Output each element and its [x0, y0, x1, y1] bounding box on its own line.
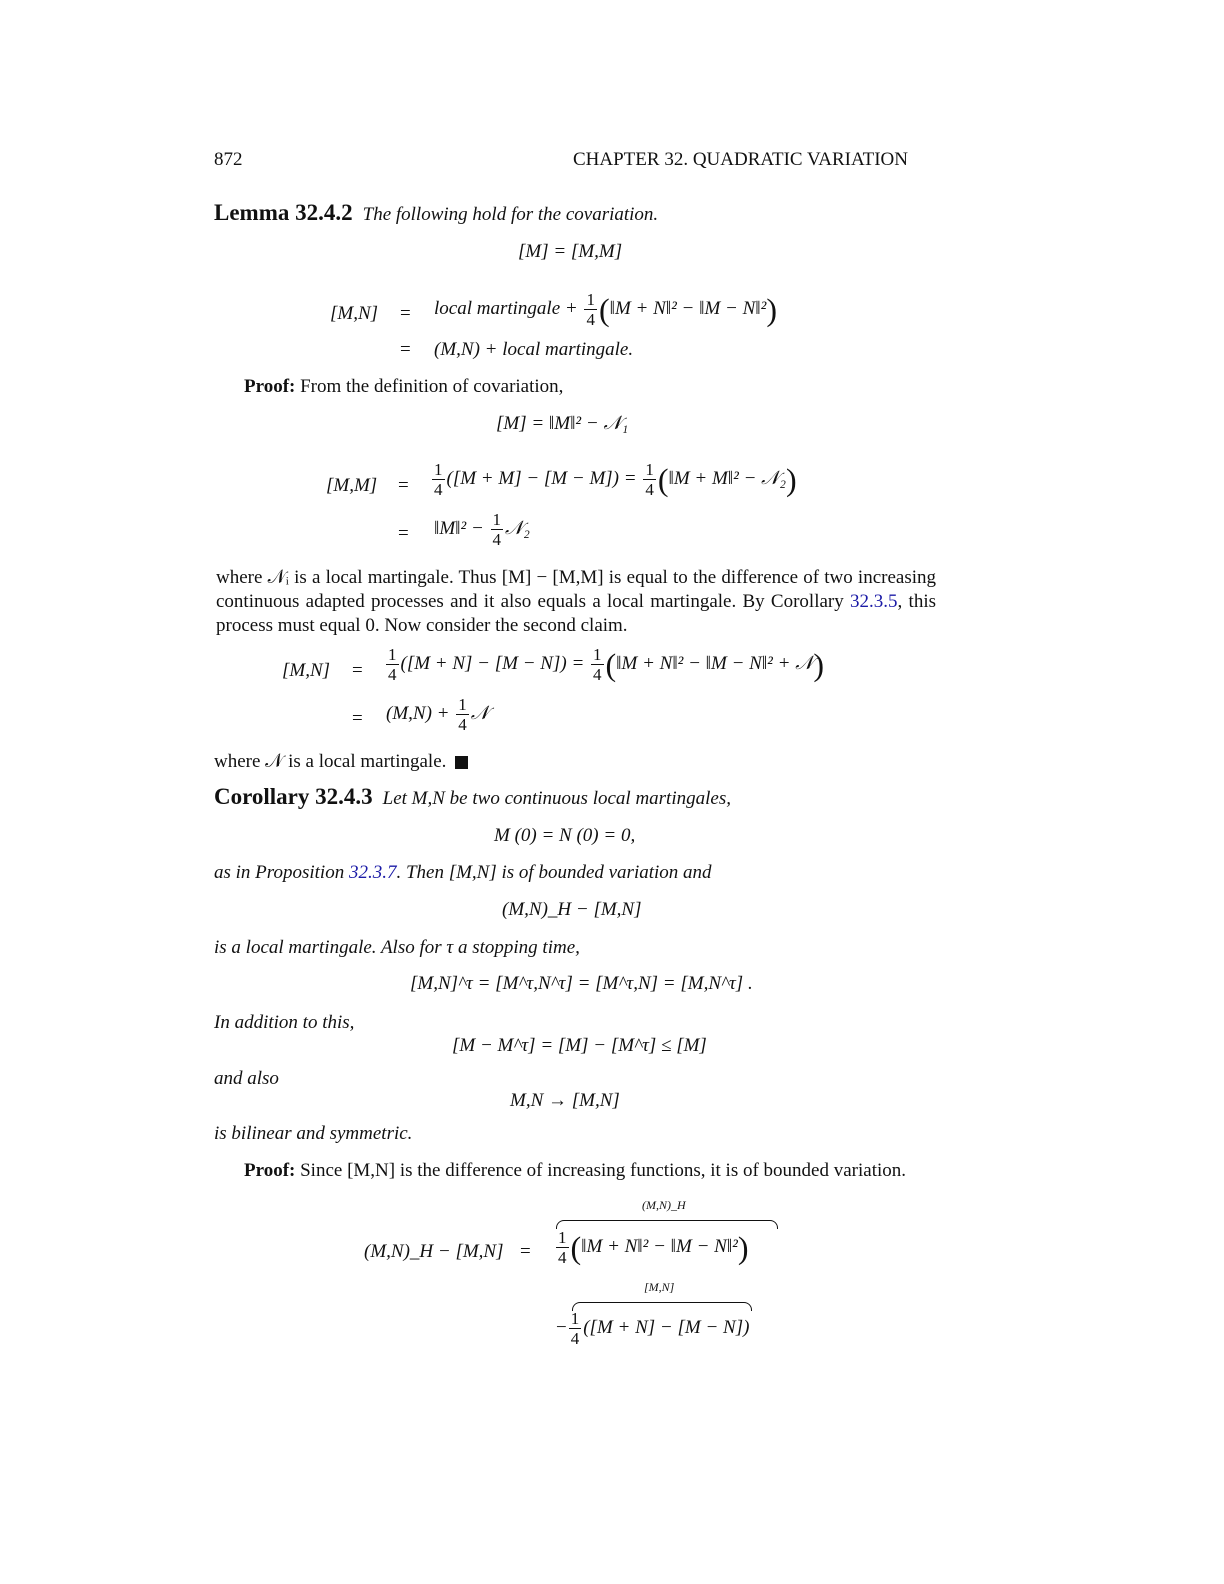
proof1-para-b: , this process must equal 0. Now consider the second claim. — [216, 591, 937, 636]
corollary-eq3: [M,N]^τ = [M^τ,N^τ] = [M^τ,N] = [M,N^τ] . — [410, 973, 753, 994]
proof1-eq-c-norm: ‖M‖² − — [434, 517, 484, 539]
proof2-row1: $\frac{1}{4}$ (‖M + N‖² − ‖M − N‖²) — [558, 1228, 749, 1267]
fraction-quarter: $\frac{1}{4}$ — [458, 695, 467, 734]
lemma-statement: The following hold for the covariation. — [362, 204, 659, 225]
corollary-line2 — [214, 861, 712, 885]
proof1-end-line — [214, 750, 468, 774]
proof1-eq-b-rhs: $\frac{1}{4}$ ([M + M] − [M − M]) = $\frac{1}{4}$ (‖M + M‖² − 𝒩₂) — [434, 460, 797, 499]
corollary-line2-a: as in Proposition — [214, 862, 345, 883]
fraction-quarter: $\frac{1}{4}$ — [593, 645, 602, 684]
corollary-eq1: M (0) = N (0) = 0, — [494, 825, 636, 846]
proof2-row1-norms: ‖M + N‖² − ‖M − N‖² — [581, 1235, 738, 1257]
proof-label: Proof: — [244, 376, 296, 397]
proof1-eq-d-rhs: $\frac{1}{4}$ ([M + N] − [M − N]) = $\frac{1}{4}$ (‖M + N‖² − ‖M − N‖² + 𝒩) — [388, 645, 825, 684]
fraction-quarter: $\frac{1}{4}$ — [434, 460, 443, 499]
proof2-line — [244, 1159, 906, 1183]
proof1-eq-b-norm: ‖M + M‖² − 𝒩₂ — [668, 467, 786, 489]
minus-sign: − — [556, 1316, 567, 1338]
proof-label: Proof: — [244, 1160, 296, 1181]
equals-sign: = — [352, 660, 363, 681]
lemma-eq2-norms: ‖M + N‖² − ‖M − N‖² — [609, 297, 767, 319]
proof1-where-end: where 𝒩 is a local martingale. — [214, 751, 447, 772]
proof1-eq-e-rhs — [386, 695, 489, 734]
proof1-eq-e-main: (M,N) + — [386, 702, 450, 724]
fraction-quarter: $\frac{1}{4}$ — [388, 645, 397, 684]
corollary-eq2: (M,N)_H − [M,N] — [502, 899, 642, 920]
corollary-line4: In addition to this, — [214, 1012, 355, 1033]
equals-sign: = — [400, 303, 411, 324]
proof2-lhs: (M,N)_H − [M,N] — [364, 1241, 504, 1262]
equals-sign: = — [398, 523, 409, 544]
proof1-eq-d-mid: ([M + N] − [M − N]) = — [400, 652, 585, 674]
equals-sign: = — [400, 339, 411, 360]
proof1-intro-line — [244, 375, 563, 399]
lemma-eq2-rhs: local martingale + $\frac{1}{4}$ (‖M + N‖² − ‖M − N‖²) — [434, 290, 777, 329]
brace2-label: [M,N] — [644, 1280, 675, 1294]
corollary-line3: is a local martingale. Also for τ a stopping time, — [214, 937, 580, 958]
proof1-eq-e-tail: 𝒩 — [470, 702, 489, 724]
lemma-label: Lemma 32.4.2 — [214, 200, 353, 225]
corollary-line5: and also — [214, 1068, 279, 1089]
corollary-line6: is bilinear and symmetric. — [214, 1123, 413, 1144]
lemma-eq2-term: local martingale + — [434, 297, 578, 319]
qed-square-icon — [455, 756, 468, 769]
equals-sign: = — [520, 1241, 531, 1262]
proposition-link-32-3-7[interactable]: 32.3.7 — [348, 862, 397, 883]
corollary-link-32-3-5[interactable]: 32.3.5 — [850, 591, 898, 612]
equals-sign: = — [352, 708, 363, 729]
proof2-row2-expr: ([M + N] − [M − N]) — [583, 1316, 750, 1338]
proof1-eq-d-lhs: [M,N] — [282, 660, 331, 681]
lemma-block — [214, 200, 658, 227]
corollary-line2-b: . Then [M,N] is of bounded variation and — [396, 862, 712, 883]
fraction-quarter: $\frac{1}{4}$ — [570, 1309, 580, 1348]
proof1-eq-a: [M] = ‖M‖² − 𝒩₁ — [496, 413, 629, 434]
corollary-label: Corollary 32.4.3 — [214, 784, 373, 809]
proof1-eq-b-mid: ([M + M] − [M − M]) = — [446, 467, 637, 489]
equals-sign: = — [398, 475, 409, 496]
proof2-row2 — [556, 1309, 749, 1348]
lemma-eq3-rhs: (M,N) + local martingale. — [434, 339, 634, 360]
corollary-statement: Let M,N be two continuous local martingales, — [382, 788, 731, 809]
corollary-block — [214, 784, 731, 811]
fraction-quarter: $\frac{1}{4}$ — [586, 290, 595, 329]
chapter-header: CHAPTER 32. QUADRATIC VARIATION — [573, 149, 908, 170]
corollary-eq4: [M − M^τ] = [M] − [M^τ] ≤ [M] — [452, 1035, 707, 1056]
fraction-quarter: $\frac{1}{4}$ — [492, 510, 502, 549]
proof1-eq-c-tail: 𝒩₂ — [505, 517, 530, 539]
brace1-label: (M,N)_H — [642, 1198, 686, 1212]
lemma-eq2-lhs: [M,N] — [330, 303, 379, 324]
proof1-paragraph — [216, 566, 936, 638]
proof1-eq-d-norm: ‖M + N‖² − ‖M − N‖² + 𝒩 — [616, 652, 814, 674]
proof2-text: Since [M,N] is the difference of increasing functions, it is of bounded variation. — [300, 1160, 907, 1181]
proof1-para-a: where 𝒩ᵢ is a local martingale. Thus [M] − [M,M] is equal to the difference of two increasing continuous adapted processes and it also equals a local martingale. By Corollary — [216, 567, 936, 612]
proof1-eq-c-rhs — [434, 510, 530, 549]
proof1-eq-b-lhs: [M,M] — [326, 475, 378, 496]
page-number: 872 — [214, 149, 243, 170]
proof1-intro: From the definition of covariation, — [300, 376, 564, 397]
corollary-eq5: M,N → [M,N] — [510, 1090, 620, 1111]
fraction-quarter: $\frac{1}{4}$ — [558, 1228, 567, 1267]
lemma-eq1: [M] = [M,M] — [518, 241, 623, 262]
fraction-quarter: $\frac{1}{4}$ — [645, 460, 654, 499]
